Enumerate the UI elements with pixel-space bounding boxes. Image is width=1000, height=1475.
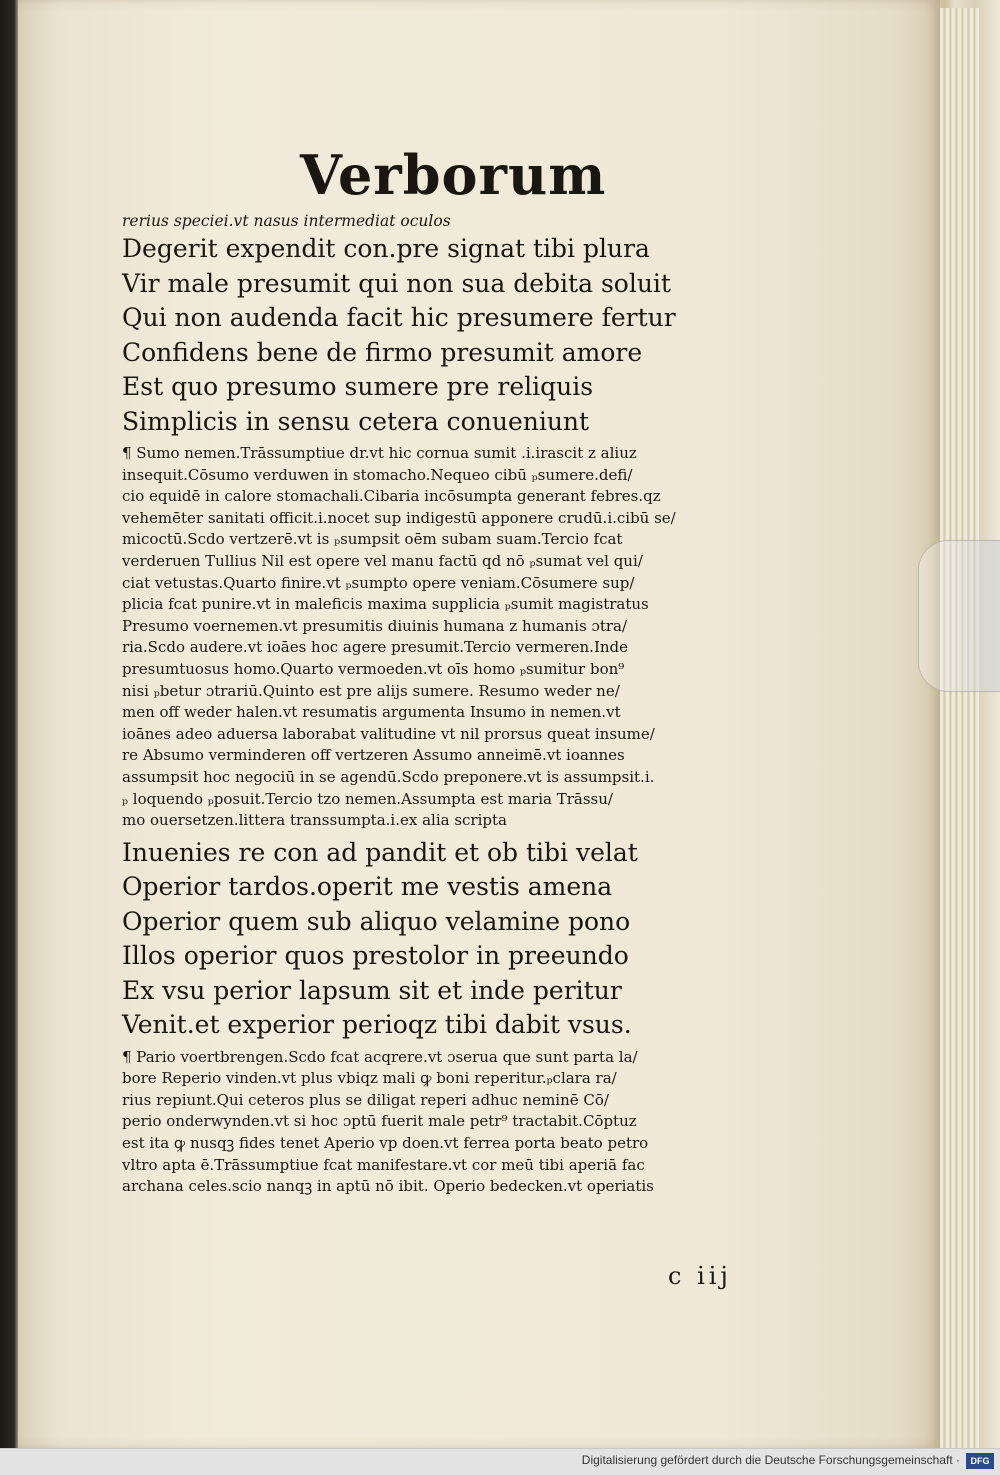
gloss-line: insequit.Cōsumo verduwen in stomacho.Nequeo cibū ₚsumere.defi/: [122, 465, 633, 484]
gloss-line: ciat vetustas.Quarto finire.vt ₚsumpto opere veniam.Cōsumere sup/: [122, 573, 635, 592]
gloss-line: presumtuosus homo.Quarto vermoeden.vt oīs homo ₚsumitur bon⁹: [122, 659, 625, 678]
gloss-line: vehemēter sanitati officit.i.nocet sup indigestū apponere crudū.i.cibū se/: [122, 508, 676, 527]
verse-line: Inuenies re con ad pandit et ob tibi velat: [122, 837, 638, 867]
page-clip: [918, 540, 1000, 692]
page-title: Verborum: [300, 143, 607, 207]
gloss-line: ¶ Sumo nemen.Trāssumptiue dr.vt hic cornua sumit .i.irascit z aliuz: [122, 444, 637, 462]
verse-line: Vir male presumit qui non sua debita soluit: [122, 268, 671, 298]
gloss-line: cio equidē in calore stomachali.Cibaria incōsumpta generant febres.qz: [122, 487, 661, 506]
footer-bar: [0, 1448, 1000, 1475]
gloss-line: mo ouersetzen.littera transsumpta.i.ex alia scripta: [122, 811, 507, 830]
gloss-line: assumpsit hoc negociū in se agendū.Scdo preponere.vt is assumpsit.i.: [122, 767, 655, 786]
gloss-line: ria.Scdo audere.vt ioāes hoc agere presumit.Tercio vermeren.Inde: [122, 638, 629, 657]
verse-line: Ex vsu perior lapsum sit et inde peritur: [122, 975, 622, 1005]
verse-line: Est quo presumo sumere pre reliquis: [122, 372, 594, 401]
gloss-group-2: [122, 1047, 782, 1198]
verse-line: Simplicis in sensu cetera conueniunt: [122, 406, 590, 436]
gloss-line: perio onderwynden.vt si hoc ɔptū fuerit male petr⁹ tractabit.Cōptuz: [122, 1112, 637, 1131]
verse-group-2: [122, 836, 782, 1043]
gloss-line: re Absumo verminderen off vertzeren Assumo anneimē.vt ioannes: [122, 746, 625, 765]
dfg-logo-icon: DFG: [966, 1453, 994, 1469]
verse-line: Degerit expendit con.pre signat tibi plura: [122, 234, 650, 263]
gloss-line: verderuen Tullius Nil est opere vel manu factū qd nō ₚsumat vel qui/: [122, 551, 643, 570]
gloss-line: est ita ꝙ nusqꝫ fides tenet Aperio vp doen.vt ferrea porta beato petro: [122, 1134, 649, 1153]
verse-line: Illos operior quos prestolor in preeundo: [122, 941, 629, 971]
gloss-line: micoctū.Scdo vertzerē.vt is ₚsumpsit oēm subam suam.Tercio fcat: [122, 530, 623, 549]
verse-line: Confidens bene de firmo presumit amore: [122, 337, 643, 367]
gloss-line: Presumo voernemen.vt presumitis diuinis humana z humanis ɔtra/: [122, 616, 628, 635]
footer-credit: Digitalisierung gefördert durch die Deutsche Forschungsgemeinschaft ·: [581, 1453, 960, 1467]
page-edges: [940, 8, 980, 1448]
gloss-line: ¶ Pario voertbrengen.Scdo fcat acqrere.vt ɔserua que sunt parta la/: [122, 1047, 638, 1066]
verse-group-1: [122, 232, 782, 439]
gloss-line: vltro apta ē.Trāssumptiue fcat manifestare.vt cor meū tibi aperiā fac: [122, 1155, 645, 1174]
gloss-line: nisi ₚbetur ɔtrariū.Quinto est pre alijs sumere. Resumo weder ne/: [122, 681, 620, 700]
gloss-line: men off weder halen.vt resumatis argumenta Insumo in nemen.vt: [122, 703, 621, 722]
verse-line: Operior quem sub aliquo velamine pono: [122, 906, 631, 936]
verse-line: Operior tardos.operit me vestis amena: [122, 872, 613, 902]
page-text: [122, 140, 782, 1198]
gloss-line: ₚ loquendo ₚposuit.Tercio tzo nemen.Assumpta est maria Trāssu/: [122, 789, 613, 808]
lead-line: rerius speciei.vt nasus intermediat oculos: [122, 212, 451, 230]
gloss-line: ioānes adeo aduersa laborabat valitudine vt nil prorsus queat insume/: [122, 724, 655, 743]
gloss-line: bore Reperio vinden.vt plus vbiqz mali ꝙ boni reperitur.ₚclara ra/: [122, 1069, 617, 1088]
verse-line: Qui non audenda facit hic presumere fertur: [122, 303, 676, 332]
verse-line: Venit.et experior perioqz tibi dabit vsus.: [122, 1010, 632, 1040]
gloss-group-1: [122, 443, 782, 832]
page-signature: c iij: [668, 1262, 732, 1290]
gloss-line: archana celes.scio nanqꝫ in aptū nō ibit. Operio bedecken.vt operiatis: [122, 1177, 654, 1196]
gloss-line: plicia fcat punire.vt in maleficis maxima supplicia ₚsumit magistratus: [122, 595, 649, 614]
gloss-line: rius repiunt.Qui ceteros plus se diligat reperi adhuc neminē Cō/: [122, 1090, 609, 1109]
